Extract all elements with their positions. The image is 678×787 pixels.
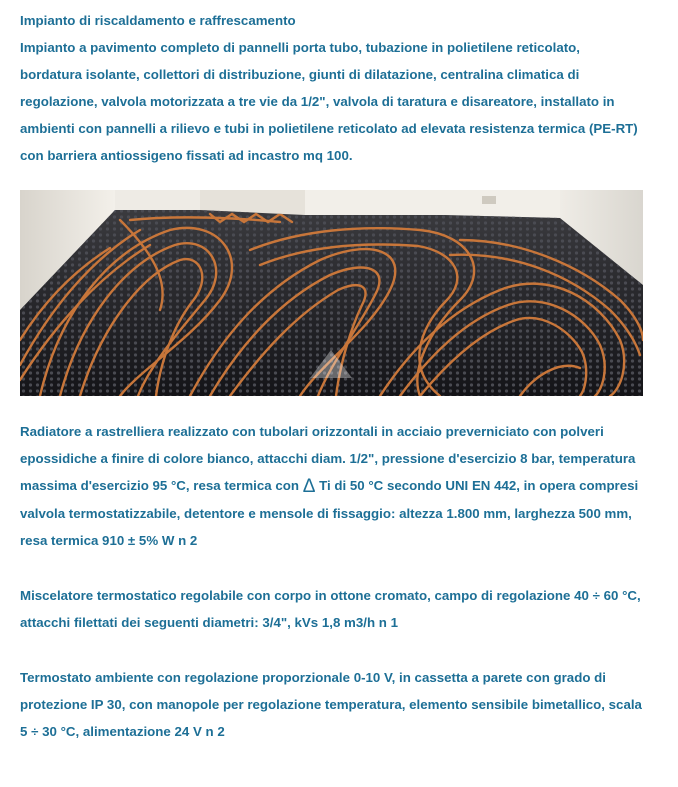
- section-thermostat: [20, 664, 645, 745]
- section-body-part1: Radiatore a rastrelliera realizzato con tubolari orizzontali in acciaio preverniciato con polveri epossidiche a finire di colore bianco, attacchi diam. 1/2", pressione d'esercizio 8 bar, temperatura massima d'esercizio 95 °C, resa termica con: [20, 424, 636, 493]
- delta-symbol: Δ: [302, 476, 316, 497]
- section-body: Impianto a pavimento completo di pannelli porta tubo, tubazione in polietilene reticolato, bordatura isolante, collettori di distribuzione, giunti di dilatazione, centralina climatica di regolazione, valvola motorizzata a tre vie da 1/2", valvola di taratura e disareatore, installato in ambienti con pannelli a rilievo e tubi in polietilene reticolato ad elevata resistenza termica (PE-RT) con barriera antiossigeno fissati ad incastro mq 100.: [20, 40, 638, 163]
- underfloor-heating-photo: [20, 190, 643, 396]
- section-body: Miscelatore termostatico regolabile con corpo in ottone cromato, campo di regolazione 40 ÷ 60 °C, attacchi filettati dei seguenti diametri: 3/4", kVs 1,8 m3/h n 1: [20, 588, 641, 630]
- section-radiator: [20, 418, 645, 554]
- section-body: Termostato ambiente con regolazione proporzionale 0-10 V, in cassetta a parete con grado di protezione IP 30, con manopole per regolazione temperatura, elemento sensibile bimetallico, scala 5 ÷ 30 °C, alimentazione 24 V n 2: [20, 670, 642, 739]
- section-heating-system: [20, 13, 645, 169]
- section-body-part2: Ti di 50 °C secondo UNI EN 442, in opera compresi valvola termostatizzabile, detentore e mensole di fissaggio: altezza 1.800 mm, larghezza 500 mm, resa termica 910 ± 5% W n 2: [20, 478, 639, 548]
- section-title: Impianto di riscaldamento e raffrescamento: [20, 13, 296, 28]
- section-mixer: [20, 582, 645, 636]
